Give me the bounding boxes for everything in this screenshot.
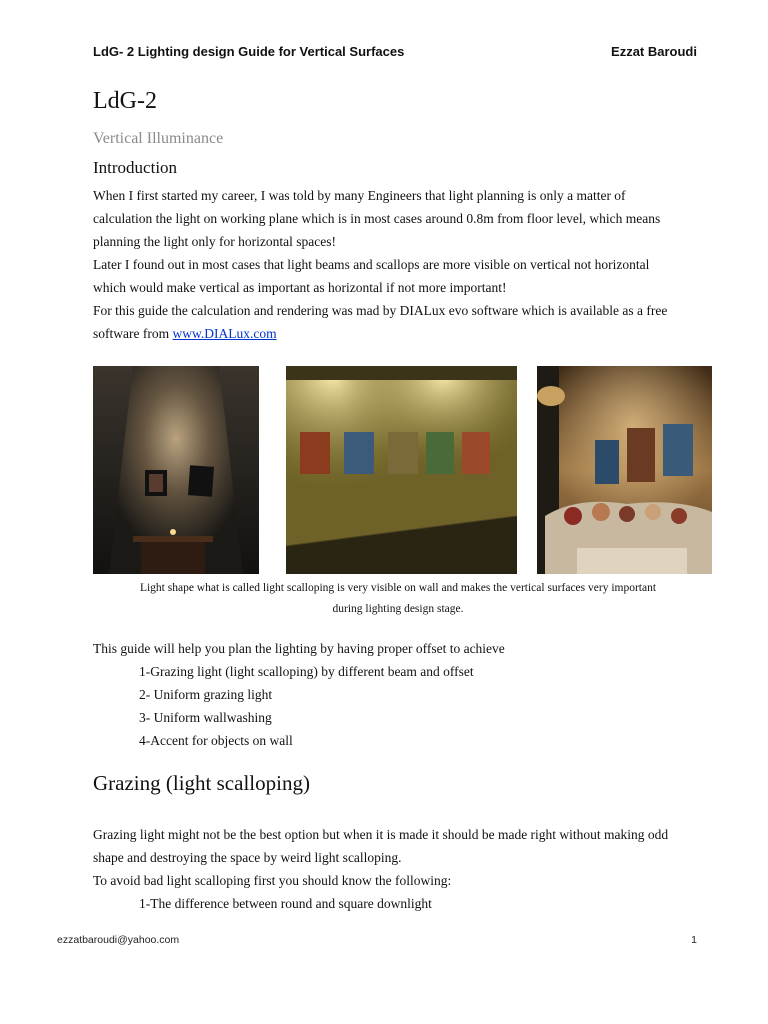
footer-email: ezzatbaroudi@yahoo.com bbox=[57, 934, 180, 946]
intro-line: When I first started my career, I was told by many Engineers that light planning is only a matter of bbox=[93, 188, 626, 203]
caption-line: Light shape what is called light scalloping is very visible on wall and makes the vertical surfaces very important bbox=[139, 582, 657, 594]
introduction-paragraph bbox=[93, 184, 703, 345]
list-item: 3- Uniform wallwashing bbox=[139, 710, 272, 725]
intro-line-last bbox=[93, 322, 703, 345]
grazing-paragraph bbox=[93, 823, 703, 915]
intro-line: For this guide the calculation and rendering was mad by DIALux evo software which is available as a free bbox=[93, 303, 668, 318]
dialux-link[interactable]: www.DIALux.com bbox=[172, 326, 277, 341]
page-number: 1 bbox=[691, 934, 697, 946]
intro-line: planning the light only for horizontal spaces! bbox=[93, 234, 336, 249]
guide-intro: This guide will help you plan the lighting by having proper offset to achieve bbox=[93, 641, 505, 656]
dark-wall-scallop-photo bbox=[93, 366, 259, 574]
introduction-heading: Introduction bbox=[93, 158, 178, 177]
grazing-line: To avoid bad light scalloping first you should know the following: bbox=[93, 873, 452, 888]
grazing-line: Grazing light might not be the best option but when it is made it should be made right without making odd bbox=[93, 827, 669, 842]
caption-line: during lighting design stage. bbox=[332, 603, 464, 615]
list-item: 2- Uniform grazing light bbox=[139, 687, 273, 702]
intro-line: Later I found out in most cases that light beams and scallops are more visible on vertical not horizontal bbox=[93, 257, 650, 272]
document-title: LdG-2 bbox=[93, 88, 157, 114]
list-item: 1-The difference between round and square downlight bbox=[139, 896, 432, 911]
document-subtitle: Vertical Illuminance bbox=[93, 130, 224, 147]
list-item: 1-Grazing light (light scalloping) by different beam and offset bbox=[139, 664, 474, 679]
grazing-heading: Grazing (light scalloping) bbox=[93, 771, 310, 795]
running-header-author: Ezzat Baroudi bbox=[611, 44, 697, 59]
photo-caption bbox=[93, 578, 703, 620]
grazing-line: shape and destroying the space by weird light scalloping. bbox=[93, 850, 402, 865]
living-room-sofa-photo bbox=[537, 366, 712, 574]
intro-line: which would make vertical as important as horizontal if not more important! bbox=[93, 280, 507, 295]
running-header-title: LdG- 2 Lighting design Guide for Vertical Surfaces bbox=[93, 44, 405, 59]
guide-goals bbox=[93, 637, 703, 752]
list-item: 4-Accent for objects on wall bbox=[139, 733, 293, 748]
intro-link-prefix: software from bbox=[93, 326, 173, 341]
intro-line: calculation the light on working plane which is in most cases around 0.8m from floor level, which means bbox=[93, 211, 661, 226]
gallery-wall-paintings-photo bbox=[286, 366, 517, 574]
